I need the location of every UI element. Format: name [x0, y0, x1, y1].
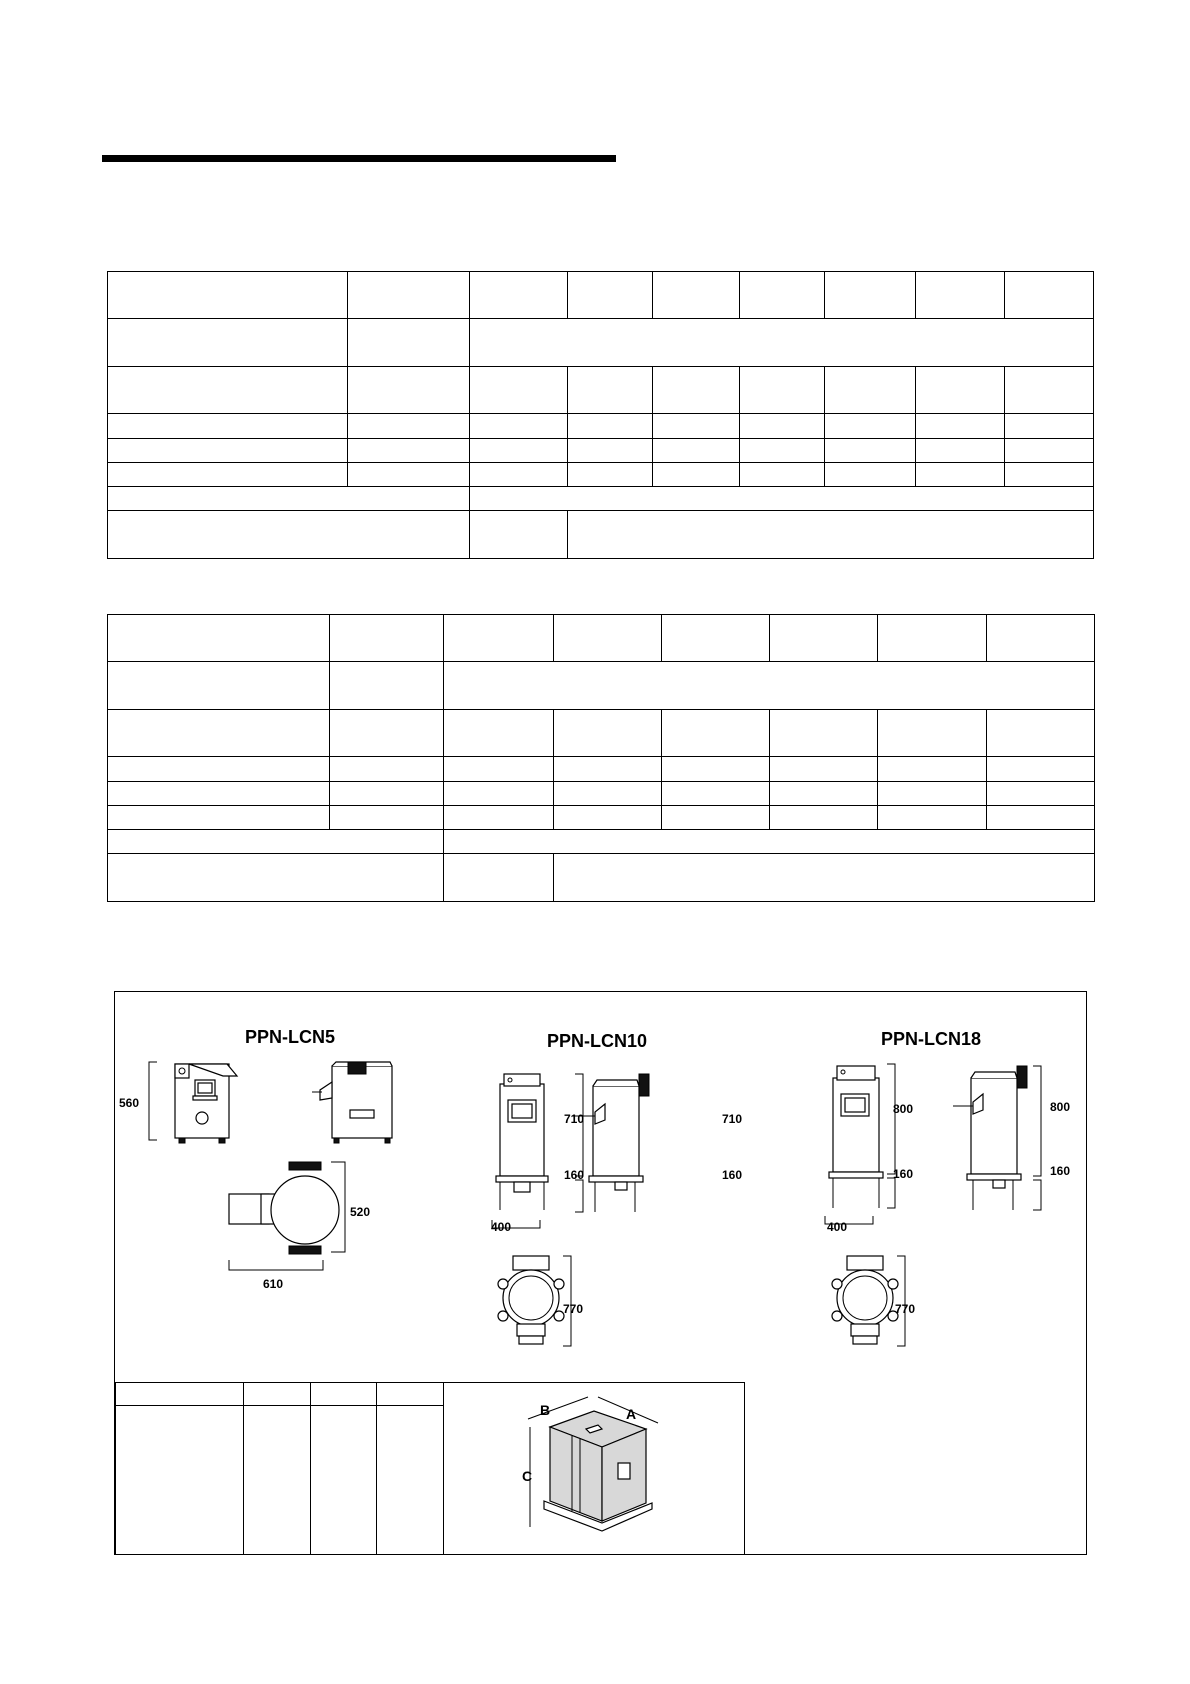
- model-title-lcn10: PPN-LCN10: [547, 1031, 648, 1051]
- table-row: [108, 272, 1094, 319]
- table-row: [108, 366, 1094, 413]
- table-row: [108, 319, 1094, 366]
- lcn5-front-view: [143, 1060, 253, 1150]
- lcn18-base-width-dim: 400: [827, 1220, 848, 1234]
- lcn18-side-view: [953, 1064, 1063, 1214]
- lcn5-top-view: [227, 1160, 367, 1270]
- lcn18-front-view: [821, 1062, 914, 1227]
- lcn5-top-width-dim: 610: [263, 1277, 284, 1291]
- table-row: [108, 511, 1094, 559]
- pack-label-a: A: [626, 1406, 637, 1422]
- lcn10-side-view: [525, 1072, 655, 1232]
- table-row: [108, 662, 1095, 709]
- table-row: [108, 438, 1094, 462]
- lcn10-side-body-height-dim: 710: [722, 1112, 743, 1126]
- table-row: [108, 830, 1095, 854]
- table-row: [108, 757, 1095, 781]
- lcn18-side-body-height-dim: 800: [1050, 1100, 1071, 1114]
- lcn5-height-dim: 560: [119, 1096, 140, 1110]
- table-row: [108, 462, 1094, 486]
- lcn5-top-depth-dim: 520: [350, 1205, 371, 1219]
- table-row: [108, 781, 1095, 805]
- spec-table-2: [107, 614, 1095, 902]
- lcn18-front-body-height-dim: 800: [893, 1102, 914, 1116]
- spec-table-1: [107, 271, 1094, 559]
- title-rule: [102, 155, 616, 162]
- lcn18-top-depth-dim: 770: [895, 1302, 916, 1316]
- pack-label-c: C: [522, 1468, 533, 1484]
- pack-label-b: B: [540, 1402, 551, 1418]
- table-row: [108, 805, 1095, 829]
- dimension-drawings: [114, 991, 1087, 1555]
- lcn10-front-stand-height-dim: 160: [564, 1168, 585, 1182]
- model-title-lcn5: PPN-LCN5: [245, 1027, 336, 1047]
- lcn10-base-width-dim: 400: [491, 1220, 512, 1234]
- table-row: [108, 709, 1095, 756]
- lcn18-side-stand-height-dim: 160: [1050, 1164, 1071, 1178]
- table-row: [108, 854, 1095, 902]
- table-row: [108, 414, 1094, 438]
- lcn18-front-stand-height-dim: 160: [893, 1167, 914, 1181]
- table-row: [108, 615, 1095, 662]
- lcn10-front-body-height-dim: 710: [564, 1112, 585, 1126]
- packaging-table: [115, 1382, 745, 1555]
- model-title-lcn18: PPN-LCN18: [881, 1029, 982, 1049]
- lcn10-side-stand-height-dim: 160: [722, 1168, 743, 1182]
- lcn5-side-view: [310, 1060, 400, 1150]
- table-row: [108, 487, 1094, 511]
- lcn10-top-depth-dim: 770: [563, 1302, 584, 1316]
- packaging-diagram: [522, 1393, 672, 1538]
- table-row: [116, 1383, 745, 1406]
